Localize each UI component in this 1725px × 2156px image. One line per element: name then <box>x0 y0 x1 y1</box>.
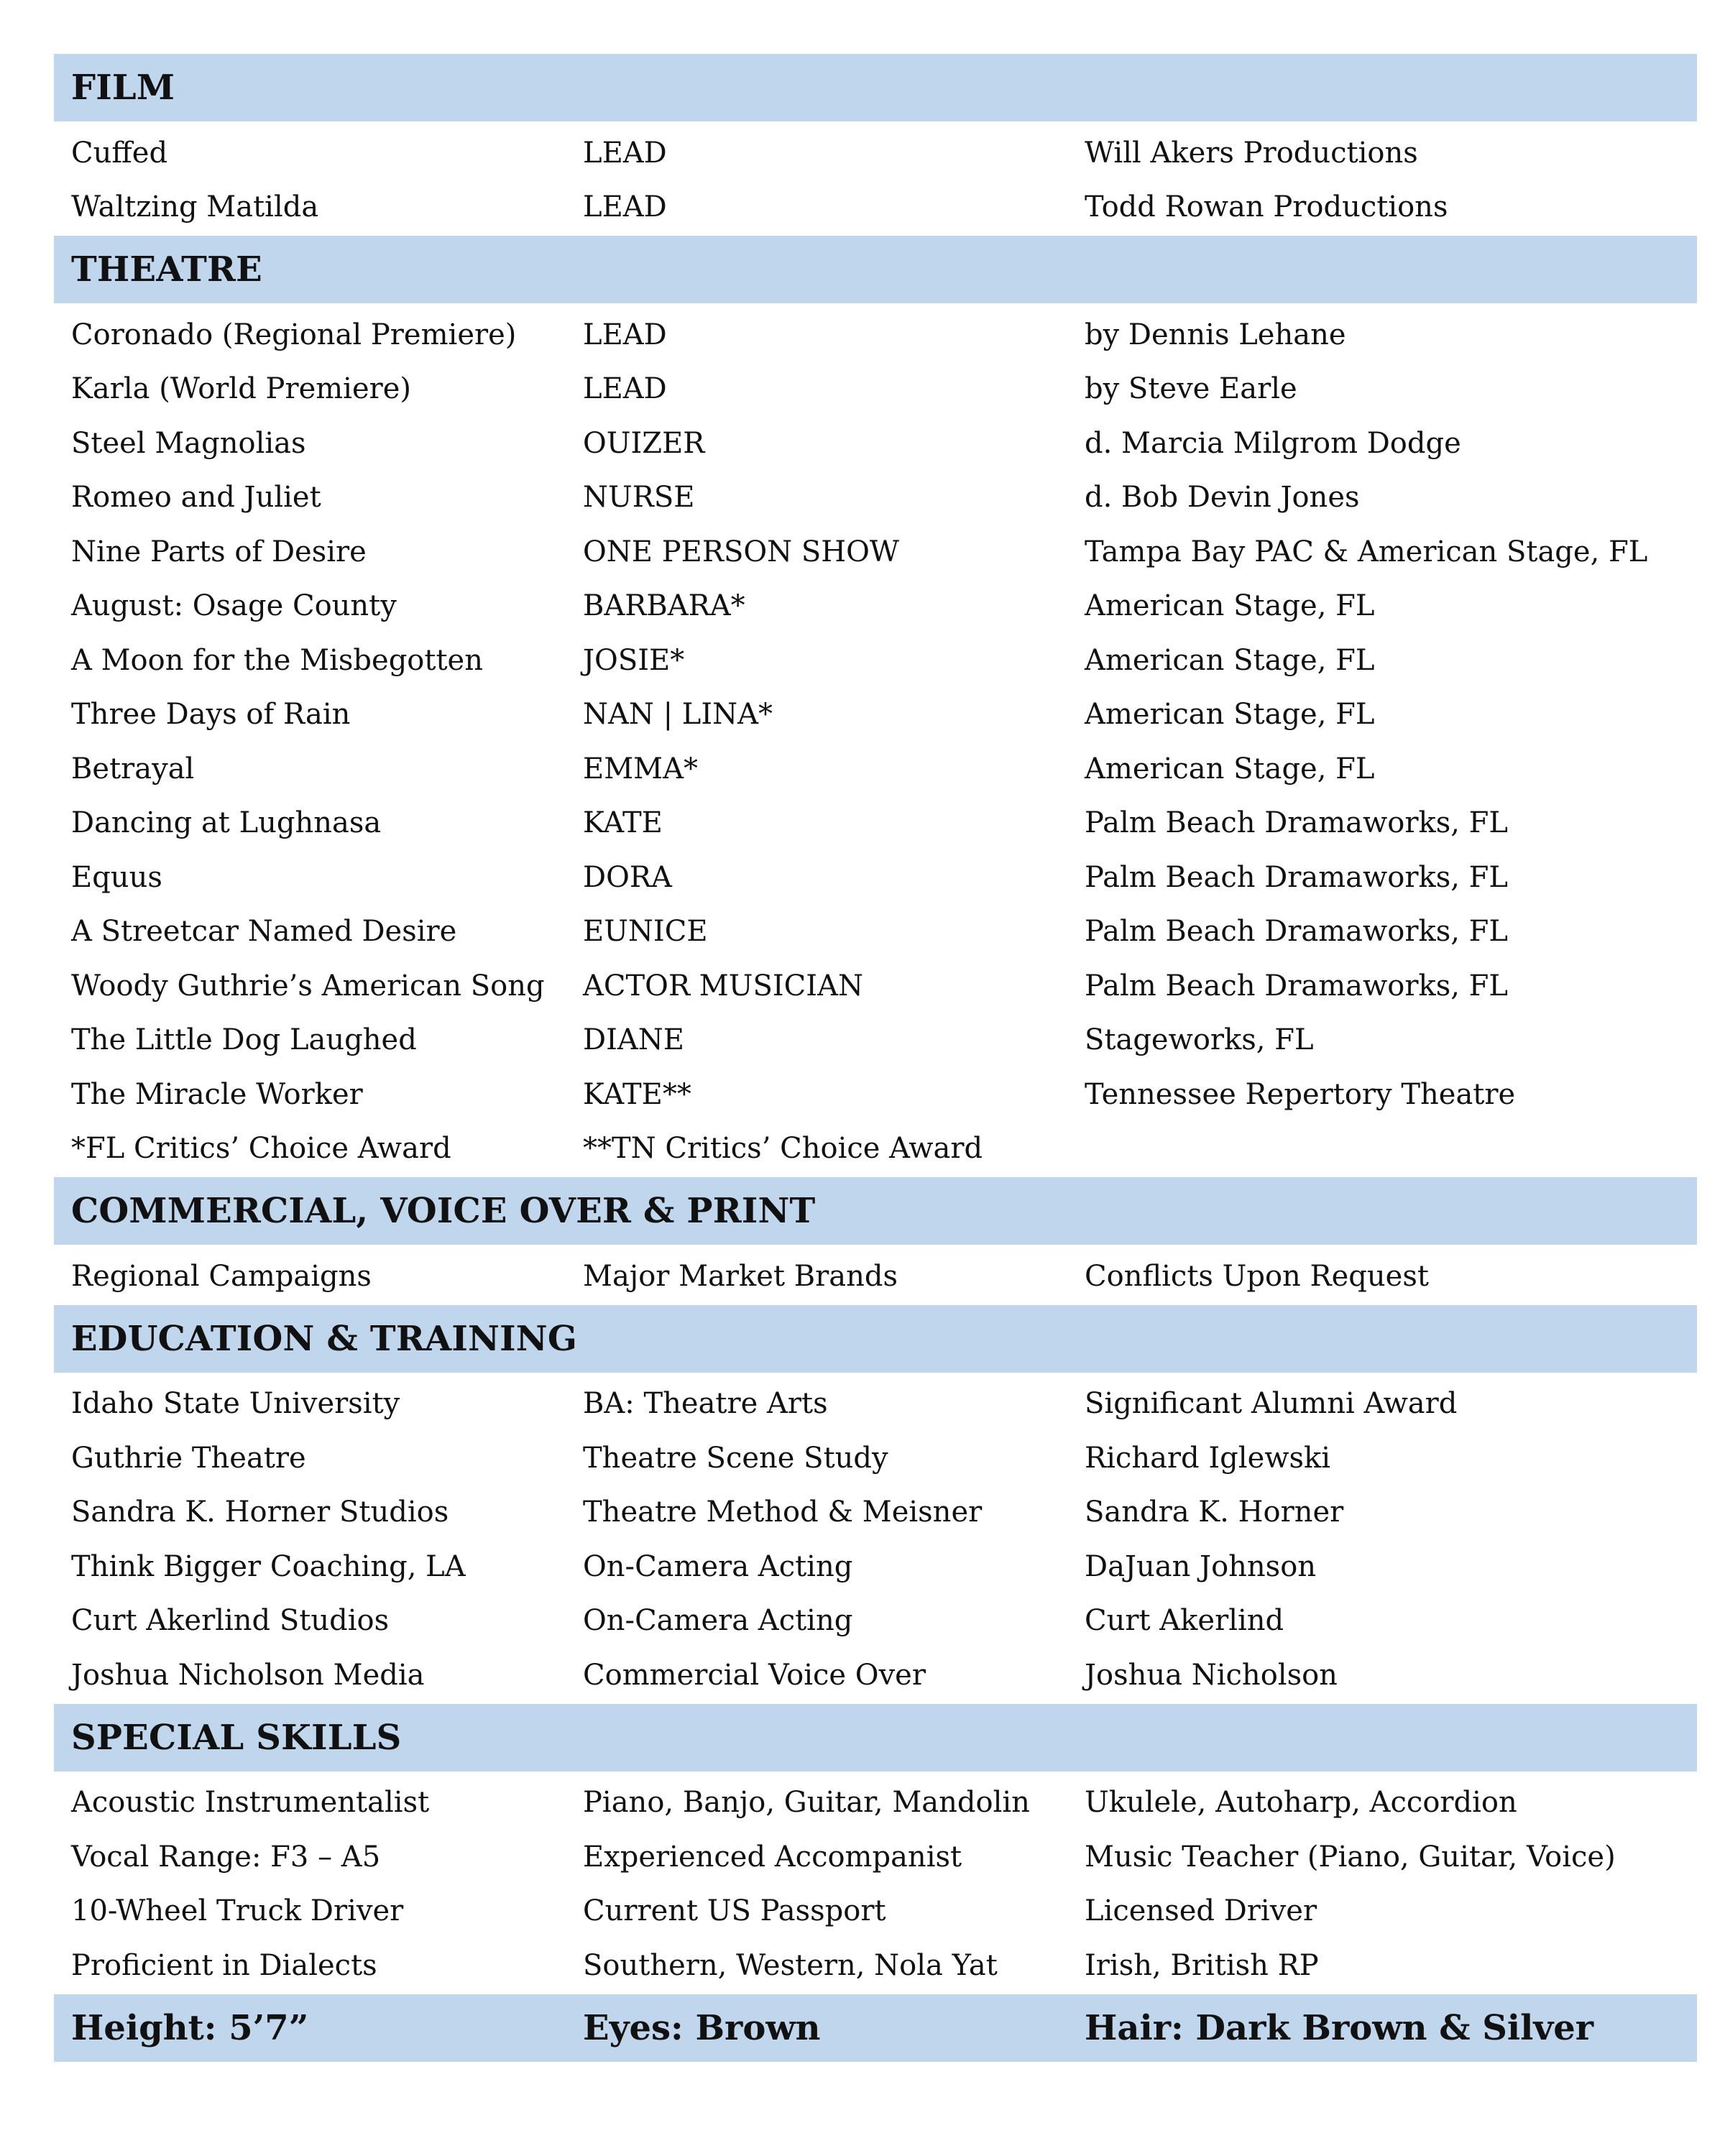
credit-row <box>54 180 1697 235</box>
credit-company: Curt Akerlind <box>1085 1604 1284 1638</box>
credit-row <box>54 416 1697 471</box>
section-heading-special-skills: SPECIAL SKILLS <box>54 1704 1697 1772</box>
credit-row <box>54 1776 1697 1830</box>
credit-role: LEAD <box>583 190 667 224</box>
credit-row <box>54 742 1697 796</box>
credit-row <box>54 905 1697 959</box>
credit-role: LEAD <box>583 372 667 406</box>
credit-row <box>54 308 1697 362</box>
credit-company: Will Akers Productions <box>1085 136 1418 170</box>
credit-title: *FL Critics’ Choice Award <box>71 1132 451 1166</box>
hair-stat: Hair: Dark Brown & Silver <box>1085 2007 1594 2048</box>
physical-stats-bar <box>54 1994 1697 2062</box>
credit-role: NAN | LINA* <box>583 698 773 732</box>
credit-title: Coronado (Regional Premiere) <box>71 318 517 351</box>
credit-row <box>54 362 1697 417</box>
credit-role: LEAD <box>583 136 667 170</box>
credit-title: Joshua Nicholson Media <box>71 1658 425 1692</box>
credit-row <box>54 1539 1697 1594</box>
credit-role: **TN Critics’ Choice Award <box>583 1132 983 1166</box>
credit-role: NURSE <box>583 481 695 515</box>
credit-title: A Streetcar Named Desire <box>71 915 457 949</box>
credit-row <box>54 1013 1697 1068</box>
credit-role: LEAD <box>583 318 667 351</box>
credit-row <box>54 796 1697 851</box>
credit-role: ONE PERSON SHOW <box>583 535 900 568</box>
height-stat: Height: 5’7” <box>71 2007 309 2048</box>
credit-company: Significant Alumni Award <box>1085 1387 1458 1421</box>
credit-title: Vocal Range: F3 – A5 <box>71 1840 381 1874</box>
credit-title: August: Osage County <box>71 589 397 623</box>
credit-row <box>54 525 1697 579</box>
credit-company: d. Marcia Milgrom Dodge <box>1085 426 1461 460</box>
credit-row <box>54 126 1697 180</box>
credit-title: A Moon for the Misbegotten <box>71 643 483 677</box>
section-heading-theatre: THEATRE <box>54 236 1697 303</box>
credit-row <box>54 1648 1697 1703</box>
credit-row <box>54 959 1697 1013</box>
credit-company: Tennessee Repertory Theatre <box>1085 1077 1516 1111</box>
credit-title: Guthrie Theatre <box>71 1441 306 1475</box>
credit-title: Three Days of Rain <box>71 698 351 732</box>
credit-company: by Steve Earle <box>1085 372 1297 406</box>
credit-company: Tampa Bay PAC & American Stage, FL <box>1085 535 1648 568</box>
credit-role: BARBARA* <box>583 589 745 623</box>
credit-title: Nine Parts of Desire <box>71 535 367 568</box>
credit-title: Equus <box>71 860 162 894</box>
credit-row <box>54 1594 1697 1649</box>
credit-role: Current US Passport <box>583 1894 886 1928</box>
section-heading-education-training: EDUCATION & TRAINING <box>54 1305 1697 1373</box>
section-heading-commercial-voice-over-print: COMMERCIAL, VOICE OVER & PRINT <box>54 1177 1697 1245</box>
credit-title: The Little Dog Laughed <box>71 1023 417 1057</box>
credit-company: Palm Beach Dramaworks, FL <box>1085 806 1508 840</box>
credit-role: Commercial Voice Over <box>583 1658 926 1692</box>
credit-title: Think Bigger Coaching, LA <box>71 1549 466 1583</box>
credit-row <box>54 1122 1697 1176</box>
credit-company: Todd Rowan Productions <box>1085 190 1448 224</box>
credit-row <box>54 1938 1697 1993</box>
credit-company: d. Bob Devin Jones <box>1085 481 1360 515</box>
section-rows-theatre <box>54 303 1697 1177</box>
section-rows-special-skills <box>54 1772 1697 1994</box>
credit-role: Southern, Western, Nola Yat <box>583 1948 998 1982</box>
credit-row <box>54 850 1697 905</box>
section-rows-education-training <box>54 1373 1697 1704</box>
section-rows-film <box>54 121 1697 236</box>
credit-role: Piano, Banjo, Guitar, Mandolin <box>583 1786 1030 1820</box>
credit-company: DaJuan Johnson <box>1085 1549 1317 1583</box>
credit-role: EUNICE <box>583 915 708 949</box>
credit-company: Palm Beach Dramaworks, FL <box>1085 860 1508 894</box>
credit-title: Woody Guthrie’s American Song <box>71 969 545 1003</box>
credit-row <box>54 579 1697 634</box>
credit-title: Sandra K. Horner Studios <box>71 1496 449 1529</box>
credit-role: KATE <box>583 806 663 840</box>
credit-company: Irish, British RP <box>1085 1948 1319 1982</box>
credit-company: Music Teacher (Piano, Guitar, Voice) <box>1085 1840 1616 1874</box>
credit-role: KATE** <box>583 1077 691 1111</box>
credit-company: by Dennis Lehane <box>1085 318 1346 351</box>
credit-role: Theatre Method & Meisner <box>583 1496 983 1529</box>
credit-role: Major Market Brands <box>583 1259 898 1293</box>
resume <box>54 54 1697 2062</box>
credit-company: Stageworks, FL <box>1085 1023 1314 1057</box>
credit-company: Sandra K. Horner <box>1085 1496 1344 1529</box>
credit-row <box>54 688 1697 742</box>
credit-role: Theatre Scene Study <box>583 1441 888 1475</box>
credit-title: Regional Campaigns <box>71 1259 372 1293</box>
credit-row <box>54 1830 1697 1884</box>
credit-company: American Stage, FL <box>1085 589 1375 623</box>
credit-row <box>54 1431 1697 1485</box>
credit-row <box>54 1884 1697 1939</box>
credit-company: Richard Iglewski <box>1085 1441 1331 1475</box>
credit-title: Cuffed <box>71 136 168 170</box>
credit-role: DORA <box>583 860 672 894</box>
credit-role: JOSIE* <box>583 643 685 677</box>
credit-row <box>54 471 1697 525</box>
credit-title: Proficient in Dialects <box>71 1948 377 1982</box>
credit-role: OUIZER <box>583 426 705 460</box>
credit-role: On-Camera Acting <box>583 1549 853 1583</box>
credit-title: Waltzing Matilda <box>71 190 319 224</box>
credit-company: Palm Beach Dramaworks, FL <box>1085 915 1508 949</box>
credit-role: BA: Theatre Arts <box>583 1387 828 1421</box>
resume-sections <box>54 54 1697 1994</box>
credit-role: Experienced Accompanist <box>583 1840 962 1874</box>
credit-company: Ukulele, Autoharp, Accordion <box>1085 1786 1517 1820</box>
credit-title: Betrayal <box>71 752 195 786</box>
credit-company: American Stage, FL <box>1085 698 1375 732</box>
credit-role: On-Camera Acting <box>583 1604 853 1638</box>
eyes-stat: Eyes: Brown <box>583 2007 821 2048</box>
credit-role: EMMA* <box>583 752 698 786</box>
credit-title: The Miracle Worker <box>71 1077 363 1111</box>
credit-title: Karla (World Premiere) <box>71 372 412 406</box>
credit-company: Palm Beach Dramaworks, FL <box>1085 969 1508 1003</box>
credit-company: Joshua Nicholson <box>1085 1658 1338 1692</box>
credit-row <box>54 1377 1697 1432</box>
credit-row <box>54 1485 1697 1540</box>
credit-title: Dancing at Lughnasa <box>71 806 382 840</box>
credit-row <box>54 1067 1697 1122</box>
credit-row <box>54 633 1697 688</box>
credit-title: Romeo and Juliet <box>71 481 321 515</box>
credit-title: Idaho State University <box>71 1387 400 1421</box>
credit-title: 10-Wheel Truck Driver <box>71 1894 404 1928</box>
credit-row <box>54 1249 1697 1304</box>
section-heading-film: FILM <box>54 54 1697 121</box>
credit-company: Conflicts Upon Request <box>1085 1259 1429 1293</box>
credit-role: DIANE <box>583 1023 684 1057</box>
credit-company: American Stage, FL <box>1085 643 1375 677</box>
credit-title: Acoustic Instrumentalist <box>71 1786 430 1820</box>
credit-title: Curt Akerlind Studios <box>71 1604 390 1638</box>
credit-company: Licensed Driver <box>1085 1894 1317 1928</box>
credit-role: ACTOR MUSICIAN <box>583 969 863 1003</box>
credit-title: Steel Magnolias <box>71 426 306 460</box>
credit-company: American Stage, FL <box>1085 752 1375 786</box>
section-rows-commercial-voice-over-print <box>54 1245 1697 1305</box>
